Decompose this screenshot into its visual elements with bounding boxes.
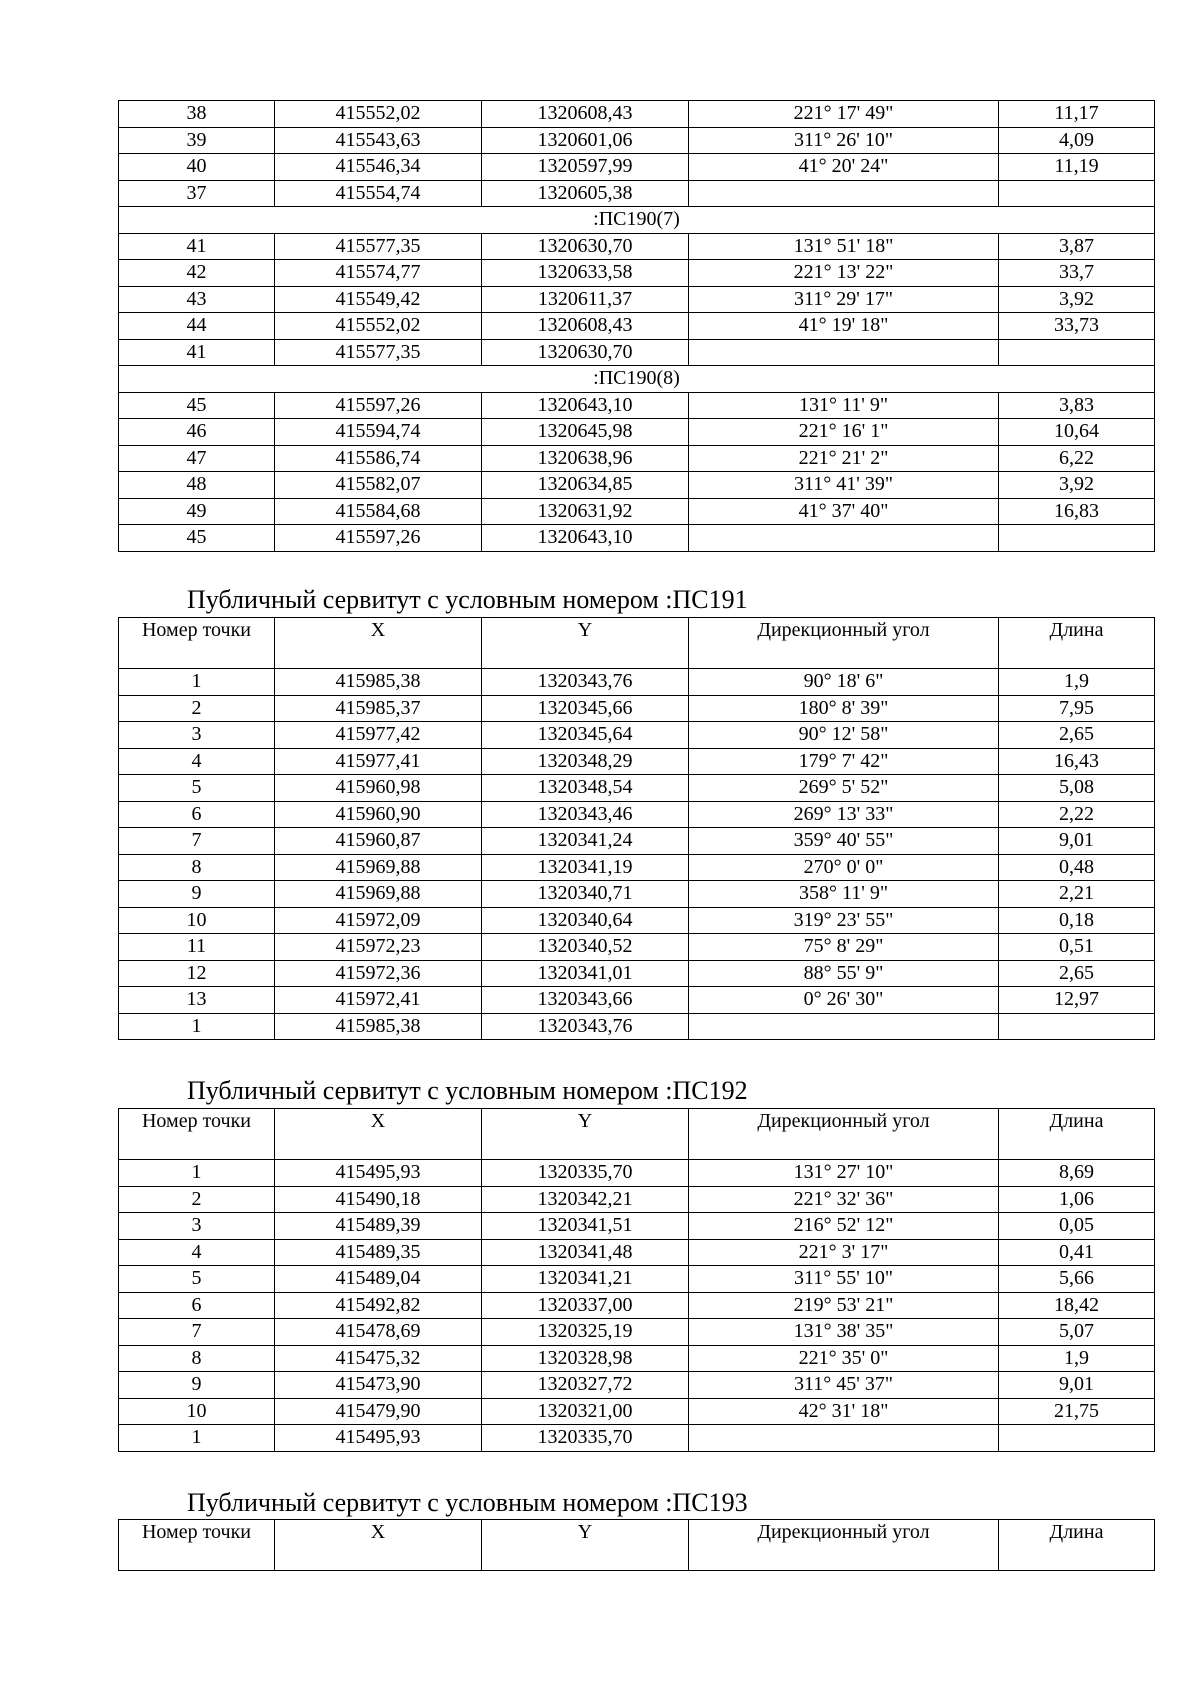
x-cell: 415972,41 [275,987,482,1014]
bearing-cell [689,180,999,207]
table-row [119,419,1155,446]
length-cell: 1,9 [999,1345,1155,1372]
bearing-cell: 319° 23' 55" [689,907,999,934]
table-header [119,1109,1155,1160]
point-number-cell: 7 [119,828,275,855]
point-number-cell: 10 [119,1398,275,1425]
y-cell: 1320341,51 [482,1213,689,1240]
bearing-cell: 311° 29' 17" [689,286,999,313]
length-cell [999,525,1155,552]
x-cell: 415972,09 [275,907,482,934]
y-cell: 1320645,98 [482,419,689,446]
bearing-cell: 358° 11' 9" [689,881,999,908]
header-bearing: Дирекционный угол [689,1109,999,1160]
bearing-cell: 221° 3' 17" [689,1239,999,1266]
point-number-cell: 38 [119,101,275,128]
y-cell: 1320597,99 [482,154,689,181]
section-title-ps191: Публичный сервитут с условным номером :ПС191 [187,585,748,614]
bearing-cell [689,1013,999,1040]
length-cell: 7,95 [999,695,1155,722]
length-cell: 9,01 [999,1372,1155,1399]
y-cell: 1320340,52 [482,934,689,961]
point-number-cell: 41 [119,339,275,366]
table-row [119,101,1155,128]
x-cell: 415492,82 [275,1292,482,1319]
length-cell: 5,08 [999,775,1155,802]
table-row [119,445,1155,472]
table-row [119,1398,1155,1425]
bearing-cell: 75° 8' 29" [689,934,999,961]
table-row [119,498,1155,525]
point-number-cell: 4 [119,1239,275,1266]
bearing-cell: 221° 32' 36" [689,1186,999,1213]
point-number-cell: 1 [119,669,275,696]
table-row [119,1266,1155,1293]
bearing-cell: 41° 20' 24" [689,154,999,181]
bearing-cell [689,339,999,366]
table-header [119,1520,1155,1571]
y-cell: 1320325,19 [482,1319,689,1346]
x-cell: 415972,23 [275,934,482,961]
header-row [119,1109,1155,1160]
header-x: X [275,618,482,669]
bearing-cell: 131° 38' 35" [689,1319,999,1346]
point-number-cell: 1 [119,1013,275,1040]
bearing-cell: 270° 0' 0" [689,854,999,881]
point-number-cell: 13 [119,987,275,1014]
point-number-cell: 3 [119,722,275,749]
point-number-cell: 42 [119,260,275,287]
table-row [119,828,1155,855]
point-number-cell: 2 [119,1186,275,1213]
table-row [119,127,1155,154]
y-cell: 1320337,00 [482,1292,689,1319]
table-row [119,854,1155,881]
y-cell: 1320343,46 [482,801,689,828]
section-title-ps193: Публичный сервитут с условным номером :ПС193 [187,1488,748,1517]
y-cell: 1320341,48 [482,1239,689,1266]
y-cell: 1320643,10 [482,392,689,419]
bearing-cell: 311° 41' 39" [689,472,999,499]
bearing-cell [689,525,999,552]
point-number-cell: 43 [119,286,275,313]
length-cell: 12,97 [999,987,1155,1014]
y-cell: 1320342,21 [482,1186,689,1213]
x-cell: 415475,32 [275,1345,482,1372]
x-cell: 415597,26 [275,525,482,552]
length-cell: 33,73 [999,313,1155,340]
coordinates-table-ps191 [118,617,1155,1040]
x-cell: 415489,39 [275,1213,482,1240]
point-number-cell: 47 [119,445,275,472]
table-body [119,1160,1155,1452]
y-cell: 1320343,76 [482,1013,689,1040]
length-cell: 0,18 [999,907,1155,934]
bearing-cell: 311° 55' 10" [689,1266,999,1293]
x-cell: 415597,26 [275,392,482,419]
table-row [119,1292,1155,1319]
table-row [119,960,1155,987]
y-cell: 1320608,43 [482,101,689,128]
header-length: Длина [999,618,1155,669]
header-row [119,1520,1155,1571]
header-point-number: Номер точки [119,1520,275,1571]
point-number-cell: 48 [119,472,275,499]
x-cell: 415577,35 [275,339,482,366]
x-cell: 415489,35 [275,1239,482,1266]
bearing-cell: 131° 51' 18" [689,233,999,260]
bearing-cell: 41° 19' 18" [689,313,999,340]
length-cell [999,1013,1155,1040]
x-cell: 415552,02 [275,101,482,128]
table-row [119,154,1155,181]
bearing-cell: 311° 26' 10" [689,127,999,154]
point-number-cell: 5 [119,1266,275,1293]
x-cell: 415549,42 [275,286,482,313]
coordinates-table-ps192 [118,1108,1155,1452]
length-cell [999,1425,1155,1452]
table-row [119,1186,1155,1213]
table-row [119,669,1155,696]
header-point-number: Номер точки [119,1109,275,1160]
point-number-cell: 41 [119,233,275,260]
subsection-label: :ПС190(8) [119,366,1155,393]
length-cell: 33,7 [999,260,1155,287]
table-row [119,286,1155,313]
point-number-cell: 40 [119,154,275,181]
y-cell: 1320341,24 [482,828,689,855]
bearing-cell: 216° 52' 12" [689,1213,999,1240]
header-x: X [275,1520,482,1571]
y-cell: 1320341,01 [482,960,689,987]
y-cell: 1320328,98 [482,1345,689,1372]
y-cell: 1320638,96 [482,445,689,472]
y-cell: 1320634,85 [482,472,689,499]
length-cell: 3,83 [999,392,1155,419]
y-cell: 1320601,06 [482,127,689,154]
y-cell: 1320327,72 [482,1372,689,1399]
bearing-cell: 221° 17' 49" [689,101,999,128]
table-row [119,934,1155,961]
table-row [119,339,1155,366]
subsection-row [119,207,1155,234]
y-cell: 1320630,70 [482,233,689,260]
length-cell: 3,92 [999,472,1155,499]
x-cell: 415543,63 [275,127,482,154]
x-cell: 415985,37 [275,695,482,722]
y-cell: 1320608,43 [482,313,689,340]
x-cell: 415985,38 [275,669,482,696]
y-cell: 1320335,70 [482,1425,689,1452]
length-cell: 16,43 [999,748,1155,775]
length-cell: 2,65 [999,960,1155,987]
y-cell: 1320643,10 [482,525,689,552]
point-number-cell: 12 [119,960,275,987]
length-cell: 2,65 [999,722,1155,749]
header-length: Длина [999,1520,1155,1571]
point-number-cell: 9 [119,1372,275,1399]
bearing-cell [689,1425,999,1452]
x-cell: 415495,93 [275,1425,482,1452]
point-number-cell: 6 [119,1292,275,1319]
y-cell: 1320630,70 [482,339,689,366]
x-cell: 415490,18 [275,1186,482,1213]
y-cell: 1320343,66 [482,987,689,1014]
x-cell: 415972,36 [275,960,482,987]
header-bearing: Дирекционный угол [689,618,999,669]
y-cell: 1320348,29 [482,748,689,775]
x-cell: 415577,35 [275,233,482,260]
point-number-cell: 39 [119,127,275,154]
table-header [119,618,1155,669]
table-row [119,722,1155,749]
header-x: X [275,1109,482,1160]
x-cell: 415586,74 [275,445,482,472]
bearing-cell: 221° 13' 22" [689,260,999,287]
point-number-cell: 8 [119,1345,275,1372]
point-number-cell: 1 [119,1425,275,1452]
bearing-cell: 131° 11' 9" [689,392,999,419]
y-cell: 1320631,92 [482,498,689,525]
bearing-cell: 221° 35' 0" [689,1345,999,1372]
bearing-cell: 131° 27' 10" [689,1160,999,1187]
coordinates-table-continued [118,100,1155,552]
bearing-cell: 0° 26' 30" [689,987,999,1014]
length-cell: 1,9 [999,669,1155,696]
coordinates-table-ps193 [118,1519,1155,1571]
table-row [119,1425,1155,1452]
length-cell: 0,41 [999,1239,1155,1266]
y-cell: 1320611,37 [482,286,689,313]
length-cell [999,339,1155,366]
point-number-cell: 5 [119,775,275,802]
subsection-label: :ПС190(7) [119,207,1155,234]
x-cell: 415977,41 [275,748,482,775]
table-row [119,1345,1155,1372]
bearing-cell: 219° 53' 21" [689,1292,999,1319]
table-row [119,392,1155,419]
length-cell: 0,05 [999,1213,1155,1240]
length-cell: 2,22 [999,801,1155,828]
length-cell: 11,19 [999,154,1155,181]
bearing-cell: 359° 40' 55" [689,828,999,855]
length-cell [999,180,1155,207]
x-cell: 415960,87 [275,828,482,855]
header-bearing: Дирекционный угол [689,1520,999,1571]
length-cell: 9,01 [999,828,1155,855]
bearing-cell: 90° 18' 6" [689,669,999,696]
table-row [119,881,1155,908]
point-number-cell: 7 [119,1319,275,1346]
y-cell: 1320345,66 [482,695,689,722]
y-cell: 1320633,58 [482,260,689,287]
bearing-cell: 41° 37' 40" [689,498,999,525]
length-cell: 2,21 [999,881,1155,908]
point-number-cell: 8 [119,854,275,881]
table-row [119,525,1155,552]
header-point-number: Номер точки [119,618,275,669]
y-cell: 1320341,21 [482,1266,689,1293]
table-row [119,1013,1155,1040]
length-cell: 5,07 [999,1319,1155,1346]
y-cell: 1320343,76 [482,669,689,696]
point-number-cell: 3 [119,1213,275,1240]
length-cell: 0,51 [999,934,1155,961]
y-cell: 1320348,54 [482,775,689,802]
table-row [119,260,1155,287]
length-cell: 21,75 [999,1398,1155,1425]
table-row [119,472,1155,499]
point-number-cell: 45 [119,392,275,419]
y-cell: 1320341,19 [482,854,689,881]
x-cell: 415969,88 [275,881,482,908]
section-title-ps192: Публичный сервитут с условным номером :ПС192 [187,1076,748,1105]
y-cell: 1320605,38 [482,180,689,207]
bearing-cell: 90° 12' 58" [689,722,999,749]
bearing-cell: 311° 45' 37" [689,1372,999,1399]
y-cell: 1320335,70 [482,1160,689,1187]
bearing-cell: 179° 7' 42" [689,748,999,775]
table-row [119,987,1155,1014]
x-cell: 415574,77 [275,260,482,287]
point-number-cell: 11 [119,934,275,961]
y-cell: 1320345,64 [482,722,689,749]
table-row [119,1213,1155,1240]
point-number-cell: 4 [119,748,275,775]
x-cell: 415554,74 [275,180,482,207]
x-cell: 415594,74 [275,419,482,446]
length-cell: 6,22 [999,445,1155,472]
table-row [119,775,1155,802]
table-row [119,801,1155,828]
table-row [119,180,1155,207]
x-cell: 415969,88 [275,854,482,881]
x-cell: 415489,04 [275,1266,482,1293]
length-cell: 16,83 [999,498,1155,525]
header-length: Длина [999,1109,1155,1160]
y-cell: 1320321,00 [482,1398,689,1425]
x-cell: 415473,90 [275,1372,482,1399]
y-cell: 1320340,64 [482,907,689,934]
bearing-cell: 42° 31' 18" [689,1398,999,1425]
x-cell: 415546,34 [275,154,482,181]
table-row [119,1160,1155,1187]
point-number-cell: 45 [119,525,275,552]
bearing-cell: 269° 5' 52" [689,775,999,802]
table-body [119,101,1155,552]
bearing-cell: 221° 21' 2" [689,445,999,472]
point-number-cell: 1 [119,1160,275,1187]
subsection-row [119,366,1155,393]
length-cell: 3,92 [999,286,1155,313]
bearing-cell: 221° 16' 1" [689,419,999,446]
point-number-cell: 10 [119,907,275,934]
length-cell: 11,17 [999,101,1155,128]
point-number-cell: 49 [119,498,275,525]
length-cell: 1,06 [999,1186,1155,1213]
x-cell: 415960,90 [275,801,482,828]
point-number-cell: 44 [119,313,275,340]
length-cell: 3,87 [999,233,1155,260]
x-cell: 415977,42 [275,722,482,749]
table-row [119,695,1155,722]
x-cell: 415582,07 [275,472,482,499]
table-row [119,313,1155,340]
x-cell: 415584,68 [275,498,482,525]
bearing-cell: 180° 8' 39" [689,695,999,722]
table-row [119,233,1155,260]
point-number-cell: 9 [119,881,275,908]
length-cell: 0,48 [999,854,1155,881]
length-cell: 5,66 [999,1266,1155,1293]
x-cell: 415552,02 [275,313,482,340]
point-number-cell: 46 [119,419,275,446]
point-number-cell: 37 [119,180,275,207]
x-cell: 415478,69 [275,1319,482,1346]
table-row [119,1372,1155,1399]
length-cell: 8,69 [999,1160,1155,1187]
x-cell: 415985,38 [275,1013,482,1040]
x-cell: 415960,98 [275,775,482,802]
table-body [119,669,1155,1040]
length-cell: 18,42 [999,1292,1155,1319]
point-number-cell: 6 [119,801,275,828]
table-row [119,1239,1155,1266]
length-cell: 10,64 [999,419,1155,446]
bearing-cell: 269° 13' 33" [689,801,999,828]
y-cell: 1320340,71 [482,881,689,908]
x-cell: 415479,90 [275,1398,482,1425]
table-row [119,907,1155,934]
length-cell: 4,09 [999,127,1155,154]
header-y: Y [482,1109,689,1160]
header-row [119,618,1155,669]
x-cell: 415495,93 [275,1160,482,1187]
table-row [119,748,1155,775]
table-row [119,1319,1155,1346]
bearing-cell: 88° 55' 9" [689,960,999,987]
header-y: Y [482,618,689,669]
header-y: Y [482,1520,689,1571]
point-number-cell: 2 [119,695,275,722]
